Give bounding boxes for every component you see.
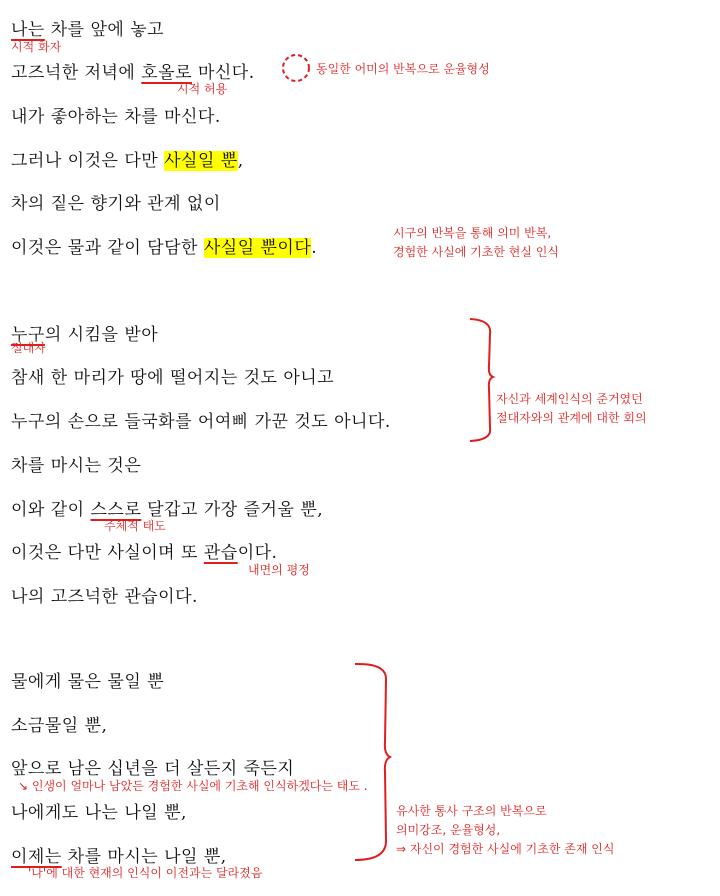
circled-syllable: 다: [231, 63, 249, 83]
annotation-attitude: ↘ 인생이 얼마나 남았든 경험한 사실에 기초해 인식하겠다는 태도 .: [18, 779, 368, 793]
line-text: 이다.: [237, 543, 278, 563]
line-text: 이와 같이: [11, 500, 91, 520]
annotation-bracket2-3: ⇒ 자신이 경험한 사실에 기초한 존재 인식: [396, 842, 615, 856]
annotation-bracket1-1: 자신과 세계인식의 준거였던: [496, 392, 643, 406]
highlighted-phrase: 사실일 뿐이다: [203, 238, 312, 258]
line-text: 차를 마시는 나일 뿐,: [61, 847, 227, 867]
line-text: 고즈넉한 저녁에: [11, 63, 142, 83]
line-text: 의 시킴을 받아: [44, 325, 159, 345]
underlined-phrase: 스스로: [90, 500, 142, 520]
line-text: 이것은 물과 같이 담담한: [11, 238, 204, 258]
line-text: 차를 앞에 놓고: [44, 20, 165, 40]
poem-line: 차를 마시는 것은: [11, 456, 142, 476]
annotation-subject: 주체적 태도: [104, 519, 166, 533]
annotation-bracket2-1: 유사한 통사 구조의 반복으로: [396, 804, 547, 818]
line-text: 달갑고 가장 즐거울 뿐,: [141, 500, 324, 520]
annotation-poetic-license: 시적 허용: [177, 82, 228, 96]
poem-line: 차의 짙은 향기와 관계 없이: [11, 194, 221, 214]
annotation-same-ending: 동일한 어미의 반복으로 운율형성: [316, 62, 490, 76]
line-text: 그러나 이것은 다만: [11, 151, 165, 171]
annotation-bracket2-2: 의미강조, 운율형성,: [396, 823, 501, 837]
poem-line: 내가 좋아하는 차를 마신다.: [11, 107, 221, 127]
dashed-circle: [283, 55, 309, 81]
poem-line: 앞으로 남은 십년을 더 살든지 죽든지: [11, 759, 295, 779]
bracket-stanza3: [355, 664, 390, 860]
line-text: 마신: [192, 63, 232, 83]
annotation-absolute: 절대자: [11, 341, 46, 355]
line-text: .: [248, 63, 255, 83]
line-text: ,: [237, 151, 244, 171]
annotation-bracket1-2: 절대자와의 관계에 대한 회의: [496, 411, 647, 425]
line-text: .: [311, 238, 318, 258]
annotation-speaker: 시적 화자: [11, 40, 62, 54]
underlined-phrase: 나는: [11, 20, 45, 40]
poem-line: 누구의 손으로 들국화를 어여삐 가꾼 것도 아니다.: [11, 412, 391, 432]
highlighted-phrase: 사실일 뿐: [164, 151, 238, 171]
annotation-changed: '나'에 대한 현재의 인식이 이전과는 달라졌음: [28, 866, 263, 880]
underlined-phrase: 관습: [203, 543, 238, 563]
poem-line: 물에게 물은 물일 뿐: [11, 672, 165, 692]
bracket-stanza2: [470, 319, 493, 441]
poem-line: 소금물일 뿐,: [11, 716, 108, 736]
line-text: 이것은 다만 사실이며 또: [11, 543, 204, 563]
poem-line: 나에게도 나는 나일 뿐,: [11, 803, 187, 823]
annotation-repeat-2: 경험한 사실에 기초한 현실 인식: [393, 245, 559, 259]
underlined-phrase: 호올로: [141, 63, 193, 83]
annotation-calm: 내면의 평정: [248, 563, 310, 577]
poem-line: 나의 고즈넉한 관습이다.: [11, 587, 198, 607]
annotation-repeat-1: 시구의 반복을 통해 의미 반복,: [393, 226, 552, 240]
poem-line: 참새 한 마리가 땅에 떨어지는 것도 아니고: [11, 368, 335, 388]
underlined-phrase: 이제는: [11, 847, 62, 867]
underlined-phrase: 누구: [11, 325, 45, 345]
